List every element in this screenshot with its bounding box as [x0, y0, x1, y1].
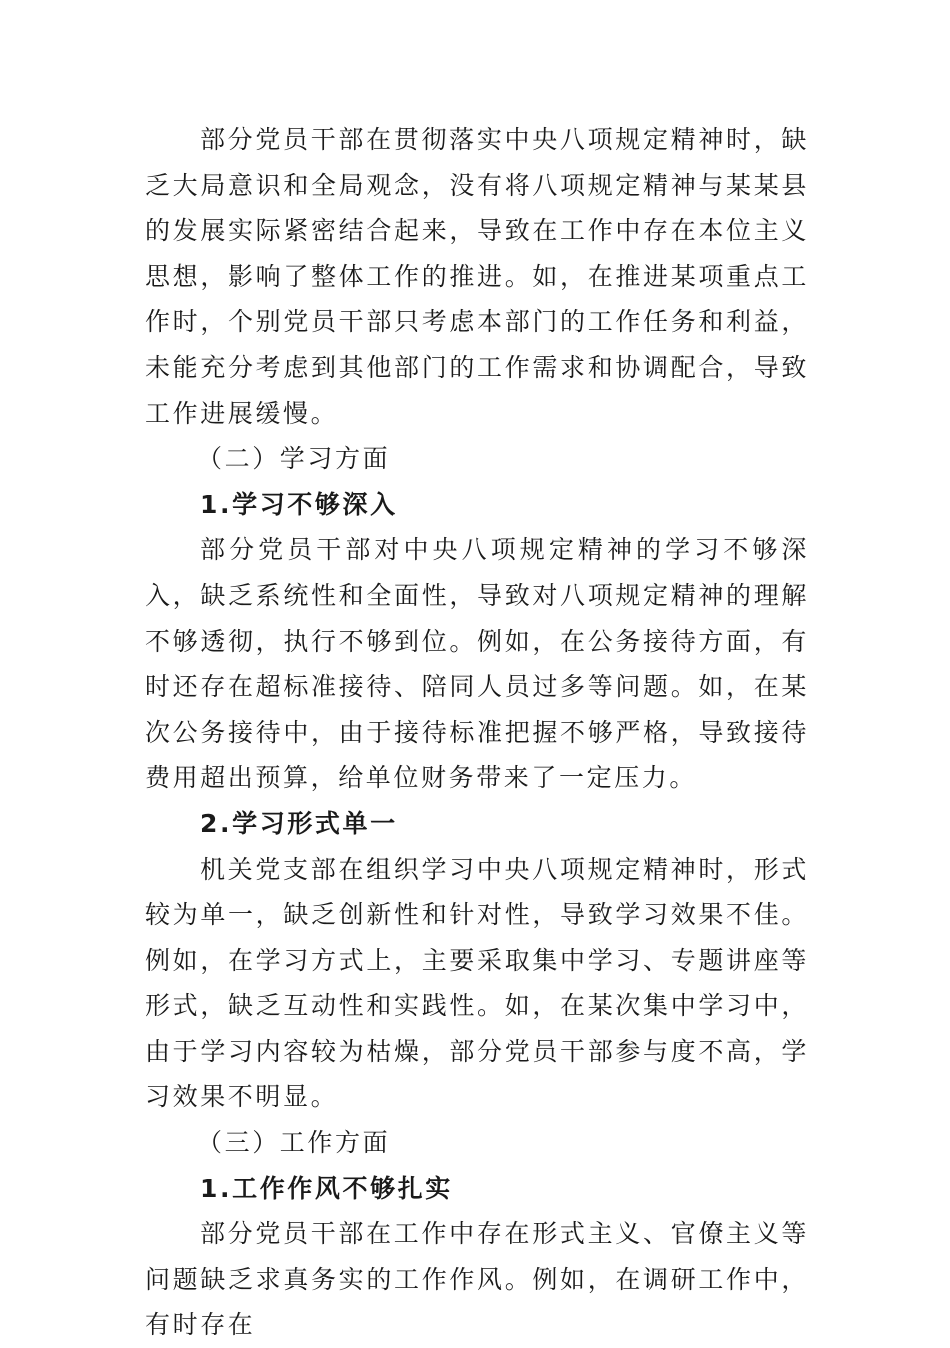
- paragraph-study-single-form: 机关党支部在组织学习中央八项规定精神时，形式较为单一，缺乏创新性和针对性，导致学习效果不佳。例如，在学习方式上，主要采取集中学习、专题讲座等形式，缺乏互动性和实践性。如，在某次集中学习中，由于学习内容较为枯燥，部分党员干部参与度不高，学习效果不明显。: [145, 854, 809, 1112]
- subheading-study-single-form: 2.学习形式单一: [200, 808, 398, 838]
- paragraph-overall-awareness: 部分党员干部在贯彻落实中央八项规定精神时，缺乏大局意识和全局观念，没有将八项规定精神与某某县的发展实际紧密结合起来，导致在工作中存在本位主义思想，影响了整体工作的推进。如，在推进某项重点工作时，个别党员干部只考虑本部门的工作任务和利益，未能充分考虑到其他部门的工作需求和协调配合，导致工作进展缓慢。: [145, 125, 809, 428]
- section-heading-study: （二）学习方面: [197, 444, 391, 474]
- subheading-work-style: 1.工作作风不够扎实: [200, 1173, 453, 1203]
- paragraph-study-not-deep: 部分党员干部对中央八项规定精神的学习不够深入，缺乏系统性和全面性，导致对八项规定精神的理解不够透彻，执行不够到位。例如，在公务接待方面，有时还存在超标准接待、陪同人员过多等问题。如，在某次公务接待中，由于接待标准把握不够严格，导致接待费用超出预算，给单位财务带来了一定压力。: [145, 535, 809, 793]
- paragraph-work-style: 部分党员干部在工作中存在形式主义、官僚主义等问题缺乏求真务实的工作作风。例如，在调研工作中，有时存在: [145, 1219, 809, 1340]
- document-body: [145, 117, 809, 1348]
- subheading-study-not-deep: 1.学习不够深入: [200, 489, 398, 519]
- section-heading-work: （三）工作方面: [197, 1128, 391, 1158]
